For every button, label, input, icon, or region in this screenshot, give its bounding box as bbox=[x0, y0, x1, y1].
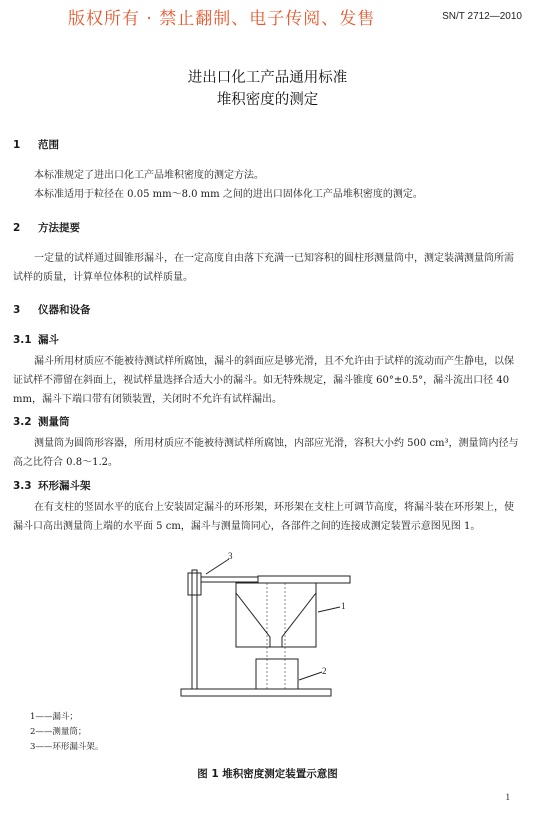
section-number: 1 bbox=[13, 139, 21, 151]
section-1-paragraph-2: 本标准适用于粒径在 0.05 mm～8.0 mm 之间的进出口固体化工产品堆积密度的测定。 bbox=[34, 189, 423, 200]
section-number: 3 bbox=[13, 304, 21, 316]
section-3-1-paragraph: 漏斗所用材质应不能被待测试样所腐蚀，漏斗的斜面应是够光滑，且不允许由于试样的流动而产生静电，以保证试样不滞留在斜面上，视试样量选择合适大小的漏斗。如无特殊规定，漏斗锥度 60°±0.5°，漏斗流出口径 40 mm，漏斗下端口带有闭锁装置，关闭时不允许有试样漏出。 bbox=[13, 356, 514, 405]
figure-caption: 图 1 堆积密度测定装置示意图 bbox=[197, 768, 338, 780]
funnel-body bbox=[236, 583, 316, 647]
section-number: 3.3 bbox=[13, 480, 32, 492]
section-number: 3.2 bbox=[13, 416, 32, 428]
section-title: 漏斗 bbox=[38, 334, 59, 346]
document-title-line2: 堆积密度的测定 bbox=[216, 92, 319, 108]
callout-1: 1 bbox=[341, 601, 346, 611]
page-number: 1 bbox=[505, 792, 510, 802]
clamp-block bbox=[188, 573, 201, 595]
section-1-paragraph-1: 本标准规定了进出口化工产品堆积密度的测定方法。 bbox=[34, 170, 264, 181]
section-number: 2 bbox=[13, 222, 21, 234]
legend-item-2: 2——测量筒； bbox=[30, 727, 87, 737]
section-title: 方法提要 bbox=[38, 222, 80, 234]
callout-2-leader bbox=[299, 672, 322, 680]
copyright-watermark: 版权所有 · 禁止翻制、电子传阅、发售 bbox=[68, 9, 376, 29]
section-title: 环形漏斗架 bbox=[38, 480, 91, 492]
funnel-rim bbox=[258, 576, 350, 583]
callout-1-leader bbox=[318, 607, 340, 612]
funnel-cone-left bbox=[236, 593, 270, 647]
legend-item-1: 1——漏斗； bbox=[30, 712, 78, 722]
base-platform bbox=[181, 689, 331, 696]
section-2-paragraph: 一定量的试样通过圆锥形漏斗，在一定高度自由落下充满一已知容积的圆柱形测量筒中，测定装满测量筒所需试样的质量，计算单位体积的试样质量。 bbox=[13, 253, 514, 283]
callout-3-leader bbox=[206, 559, 229, 574]
callout-2: 2 bbox=[322, 666, 327, 676]
callout-3: 3 bbox=[228, 551, 233, 561]
standard-number: SN/T 2712—2010 bbox=[442, 11, 522, 22]
section-title: 仪器和设备 bbox=[38, 304, 91, 316]
section-number: 3.1 bbox=[13, 334, 32, 346]
measuring-cylinder bbox=[256, 659, 298, 689]
legend-item-3: 3——环形漏斗架。 bbox=[30, 742, 104, 752]
support-pole bbox=[192, 570, 197, 689]
funnel-cone-right bbox=[282, 593, 316, 647]
document-title-line1: 进出口化工产品通用标准 bbox=[187, 70, 348, 86]
section-3-2-paragraph: 测量筒为圆筒形容器，所用材质应不能被待测试样所腐蚀，内部应光滑，容积大小约 500 cm³，测量筒内径与高之比符合 0.8～1.2。 bbox=[13, 438, 519, 468]
section-title: 测量筒 bbox=[38, 416, 70, 428]
section-3-3-paragraph: 在有支柱的竖固水平的底台上安装固定漏斗的环形架，环形架在支柱上可调节高度，将漏斗装在环形架上，使漏斗口高出测量筒上端的水平面 5 cm，漏斗与测量筒同心，各部件之间的连接成测定装置示意图见图 1。 bbox=[13, 502, 514, 532]
section-title: 范围 bbox=[38, 139, 59, 151]
